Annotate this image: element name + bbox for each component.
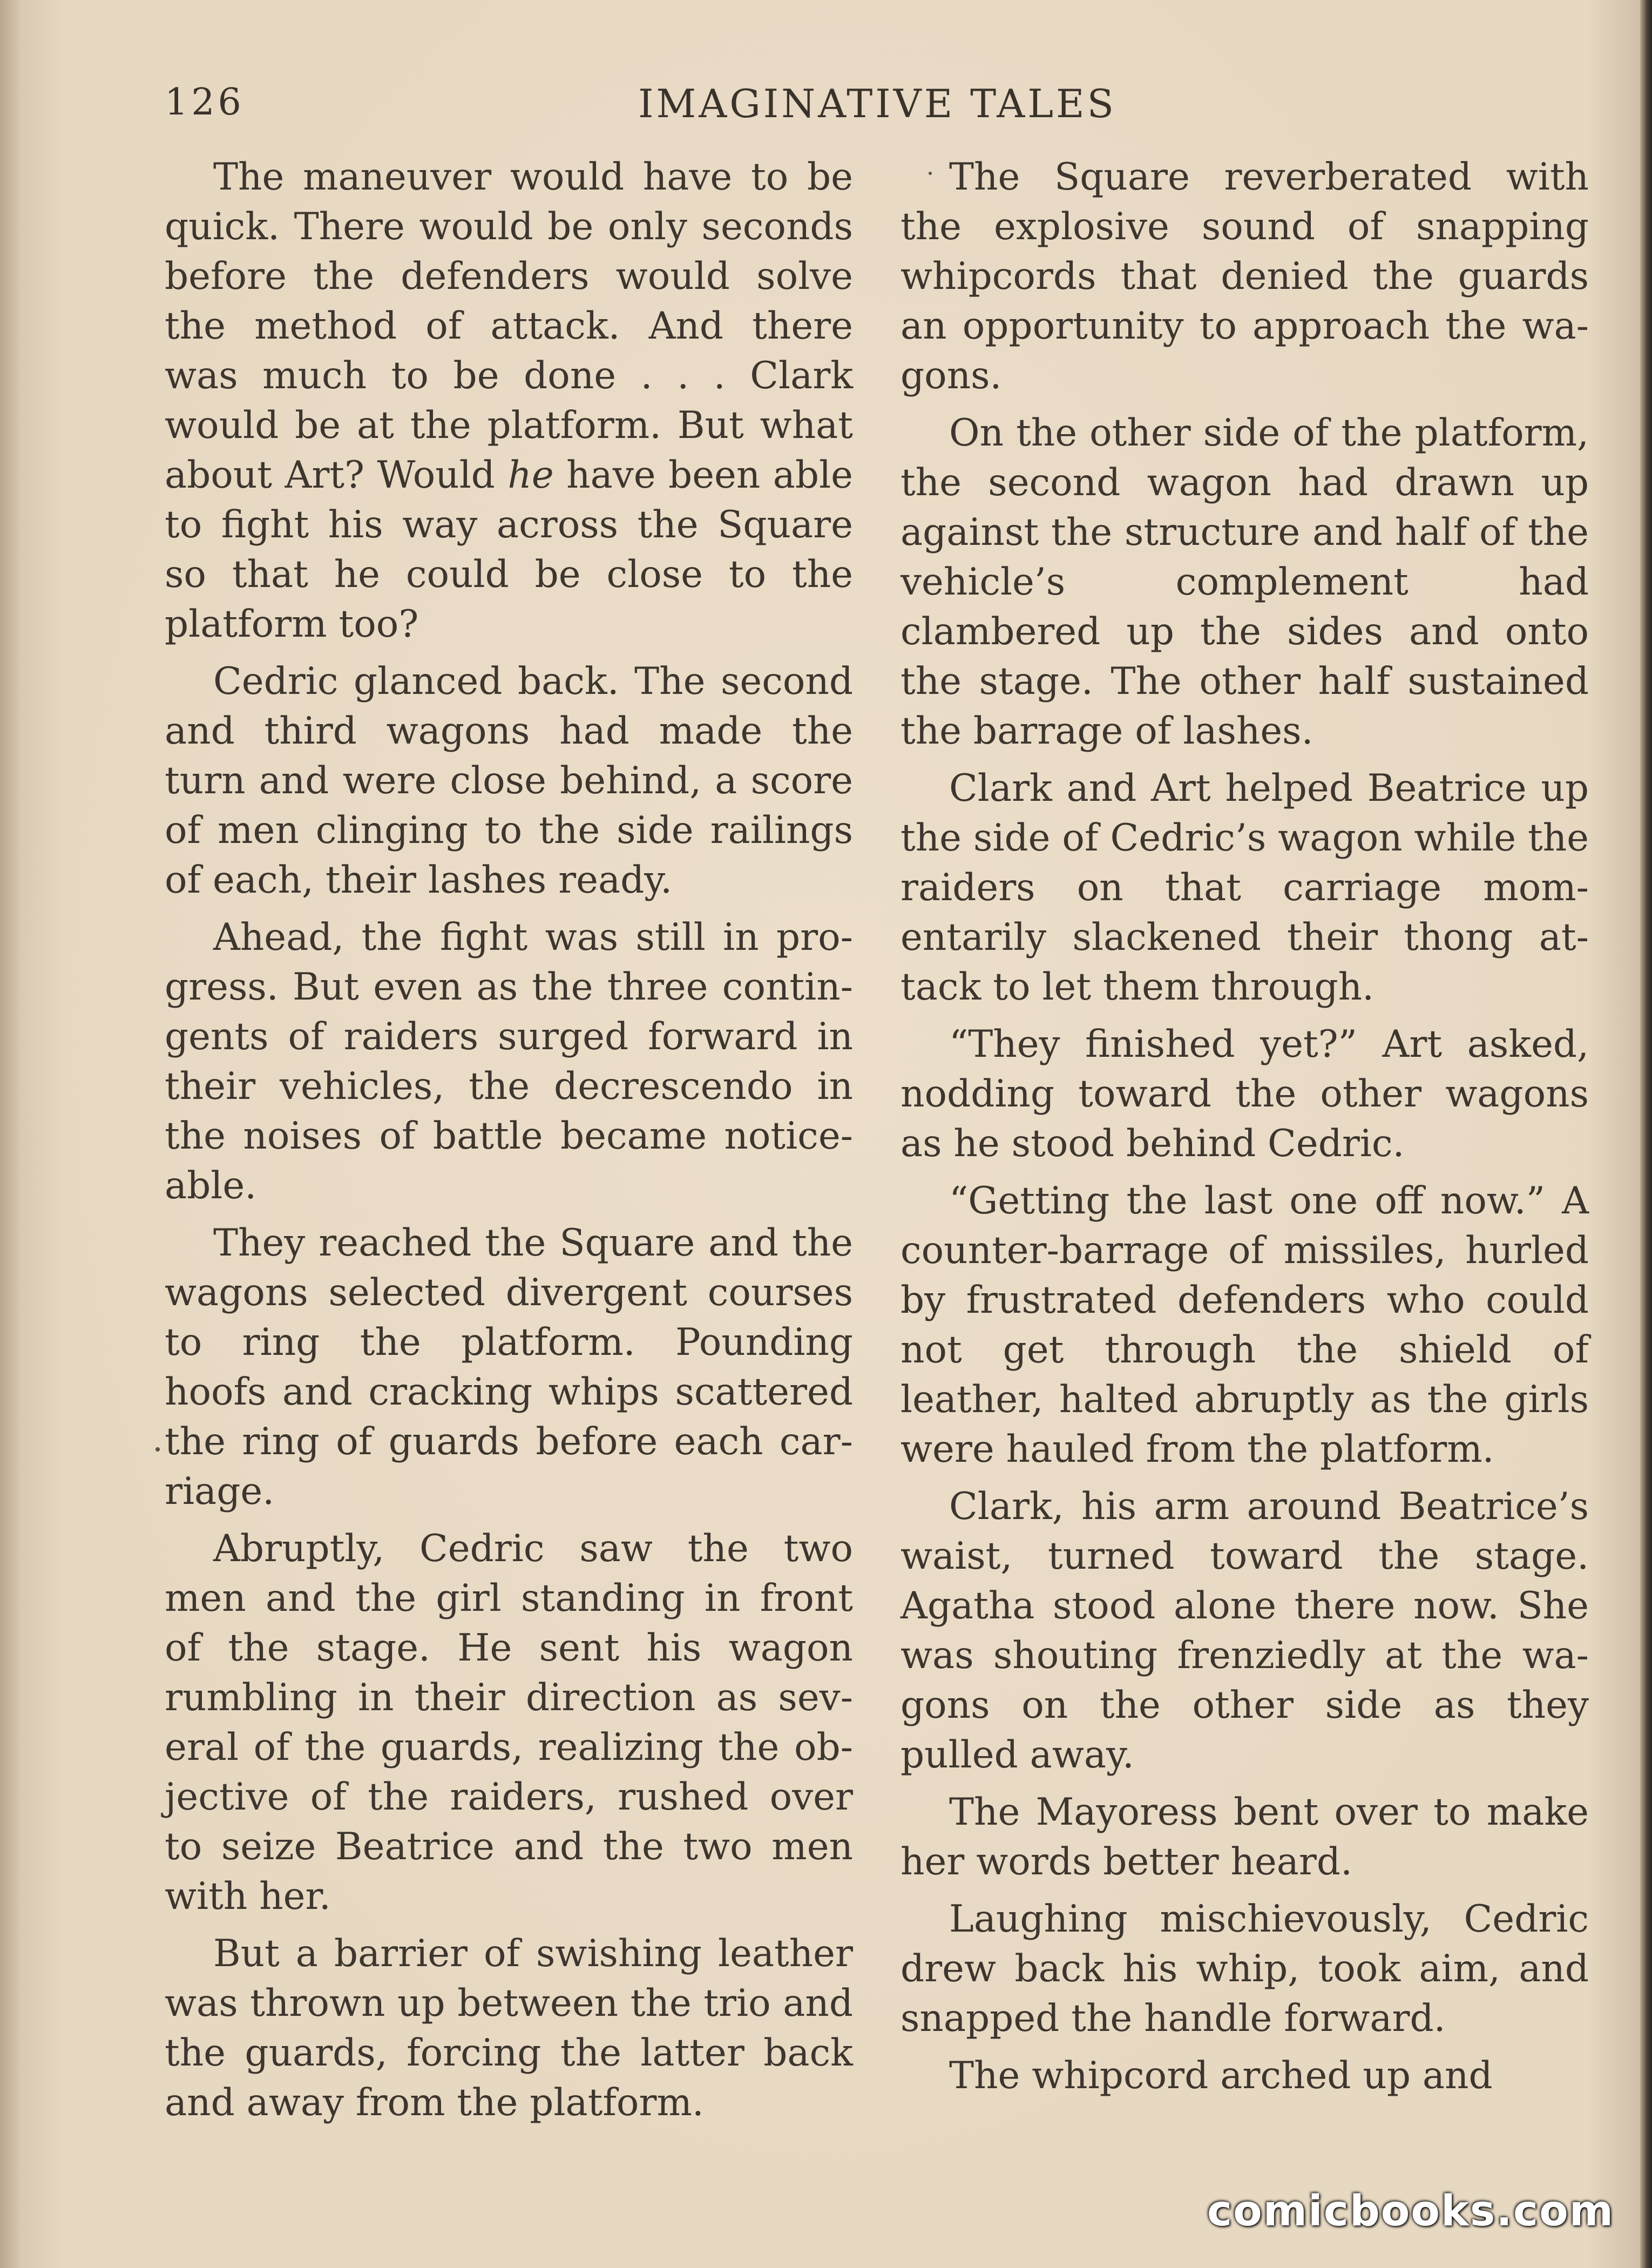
paragraph: Clark and Art helped Beatrice up the side of Cedric’s wagon while the raiders on that carriage momentarily slackened their thong attack to let them through. bbox=[901, 767, 1589, 1009]
paragraph: Laughing mischievously, Cedric drew back his whip, took aim, and snapped the handle forward. bbox=[901, 1898, 1589, 2040]
paragraph: Ahead, the fight was still in progress. But even as the three contingents of raiders surged forward in their vehicles, the decrescendo in the noises of battle became noticeable. bbox=[165, 916, 853, 1207]
paper-speck bbox=[155, 1447, 160, 1452]
paragraph: “Getting the last one off now.” A counter-barrage of missiles, hurled by frustrated defenders who could not get through the shield of leather, halted abruptly as the girls were hauled from the platform. bbox=[901, 1179, 1589, 1471]
running-title: IMAGINATIVE TALES bbox=[638, 81, 1116, 126]
page-right-edge bbox=[1640, 0, 1652, 2268]
paragraph: The maneuver would have to be quick. There would be only seconds before the defenders would solve the method of attack. And there was much to be done . . . Clark would be at the platform. But what about Art? Would he have been able to fight his way across the Square so that he could be close to the platform too? bbox=[165, 156, 853, 646]
page-number: 126 bbox=[165, 81, 245, 124]
paragraph: But a barrier of swishing leather was thrown up between the trio and the guards, forcing the latter back and away from the platform. bbox=[165, 1932, 853, 2124]
paragraph: The Square reverberated with the explosive sound of snapping whipcords that denied the guards an opportunity to approach the wagons. bbox=[901, 156, 1589, 397]
watermark: comicbooks.com bbox=[1207, 2187, 1614, 2236]
paragraph: “They finished yet?” Art asked, nodding toward the other wagons as he stood behind Cedric. bbox=[901, 1023, 1589, 1165]
paragraph: On the other side of the platform, the second wagon had drawn up against the structure and half of the vehicle’s complement had clambered up the sides and onto the stage. The other half sustained the barrage of lashes. bbox=[901, 411, 1589, 753]
paper-speck bbox=[929, 172, 932, 175]
page-header bbox=[165, 81, 1590, 130]
paragraph: Clark, his arm around Beatrice’s waist, turned toward the stage. Agatha stood alone there now. She was shouting frenziedly at the wagons on the other side as they pulled away. bbox=[901, 1485, 1589, 1777]
right-column bbox=[901, 152, 1589, 2108]
paragraph: They reached the Square and the wagons selected divergent courses to ring the platform. Pounding hoofs and cracking whips scattered the ring of guards before each carriage. bbox=[165, 1221, 853, 1513]
italic-emphasis: he bbox=[507, 454, 554, 497]
paragraph: Cedric glanced back. The second and third wagons had made the turn and were close behind, a score of men clinging to the side railings of each, their lashes ready. bbox=[165, 660, 853, 902]
paragraph: Abruptly, Cedric saw the two men and the girl standing in front of the stage. He sent his wagon rumbling in their direction as several of the guards, realizing the objective of the raiders, rushed over to seize Beatrice and the two men with her. bbox=[165, 1527, 853, 1918]
paragraph: The whipcord arched up and bbox=[949, 2054, 1493, 2097]
page-gutter-shadow bbox=[0, 0, 22, 2268]
paragraph: The Mayoress bent over to make her words better heard. bbox=[901, 1791, 1589, 1884]
left-column bbox=[165, 152, 853, 2135]
